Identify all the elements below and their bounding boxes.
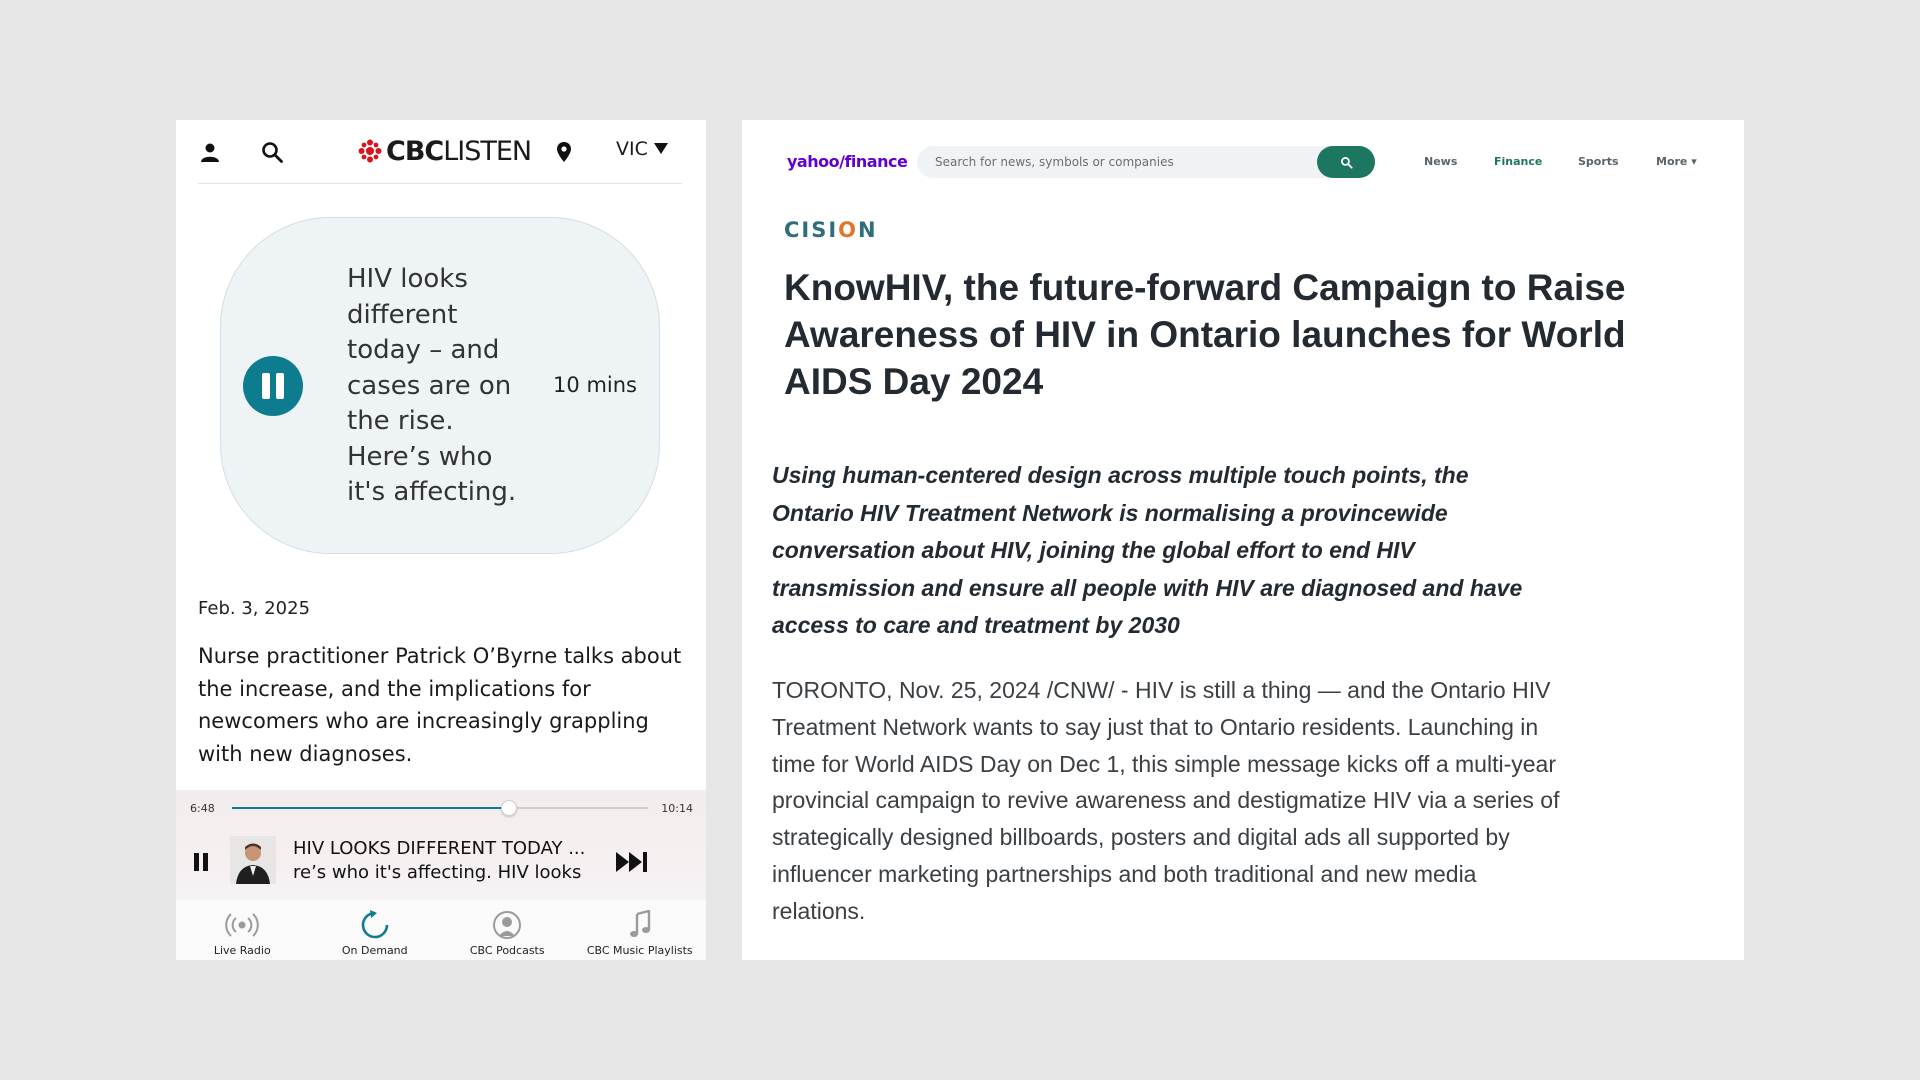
cbc-listen-panel bbox=[176, 120, 706, 960]
region-label: VIC bbox=[616, 138, 648, 160]
caret-down-icon bbox=[654, 143, 668, 155]
yahoo-finance-panel bbox=[742, 120, 1744, 960]
guest-portrait-icon bbox=[230, 836, 276, 884]
music-note-icon bbox=[623, 910, 657, 940]
cision-part-1: CISI bbox=[784, 218, 839, 242]
episode-duration: 10 mins bbox=[553, 373, 637, 397]
nav-label: CBC Music Playlists bbox=[586, 944, 693, 957]
progress-handle[interactable] bbox=[501, 800, 517, 816]
nav-cbc-music-playlists[interactable] bbox=[574, 900, 707, 960]
podcast-icon bbox=[490, 910, 524, 940]
current-time: 6:48 bbox=[190, 802, 215, 815]
cision-part-3: N bbox=[858, 218, 878, 242]
nav-live-radio[interactable] bbox=[176, 900, 309, 960]
episode-title: HIV looks different today – and cases are on the rise. Here’s who it's affecting. bbox=[347, 264, 517, 507]
nav-label: Live Radio bbox=[213, 944, 271, 957]
skip-forward-icon[interactable] bbox=[616, 850, 650, 874]
refresh-icon bbox=[358, 910, 392, 940]
location-pin-icon[interactable] bbox=[552, 140, 576, 164]
region-selector[interactable] bbox=[616, 138, 668, 160]
mini-player bbox=[176, 790, 706, 900]
yahoo-finance-logo[interactable]: yahoo/finance bbox=[787, 152, 908, 171]
episode-card[interactable] bbox=[220, 217, 660, 554]
cision-logo bbox=[784, 218, 878, 242]
mini-player-subtitle: re’s who it's affecting. HIV looks bbox=[293, 862, 582, 883]
cbc-header bbox=[198, 120, 682, 184]
nav-more[interactable]: More ▾ bbox=[1656, 155, 1697, 168]
radio-icon bbox=[225, 910, 259, 940]
nav-sports[interactable]: Sports bbox=[1578, 155, 1619, 168]
episode-date: Feb. 3, 2025 bbox=[198, 598, 311, 619]
mini-pause-button[interactable] bbox=[194, 853, 210, 871]
search-input[interactable] bbox=[935, 146, 1315, 178]
nav-news[interactable]: News bbox=[1424, 155, 1458, 168]
article-body: TORONTO, Nov. 25, 2024 /CNW/ - HIV is still a thing — and the Ontario HIV Treatment Network wants to say just that to Ontario residents. Launching in time for World AIDS Day on Dec 1, this simple message kicks off a multi-year provincial campaign to revive awareness and destigmatize HIV via a series of strategically designed billboards, posters and digital ads all supported by influencer marketing partnerships and both traditional and new media relations. bbox=[772, 677, 1560, 924]
nav-finance[interactable]: Finance bbox=[1494, 155, 1543, 168]
nav-cbc-podcasts[interactable] bbox=[441, 900, 574, 960]
logo-bold: CBC bbox=[386, 135, 444, 167]
article-headline: KnowHIV, the future-forward Campaign to Raise Awareness of HIV in Ontario launches for World AIDS Day 2024 bbox=[784, 267, 1626, 402]
cision-part-2: O bbox=[838, 218, 859, 242]
episode-description: Nurse practitioner Patrick O’Byrne talks about the increase, and the implications for newcomers who are increasingly grappling with new diagnoses. bbox=[198, 644, 682, 766]
nav-label: On Demand bbox=[341, 944, 408, 957]
logo-light: LISTEN bbox=[443, 135, 532, 167]
mini-player-title: HIV LOOKS DIFFERENT TODAY ... bbox=[293, 838, 586, 859]
progress-track[interactable] bbox=[232, 807, 648, 809]
search-icon[interactable] bbox=[260, 140, 284, 164]
search-bar bbox=[917, 146, 1375, 178]
progress-fill bbox=[232, 807, 509, 809]
nav-label: CBC Podcasts bbox=[469, 944, 545, 957]
bottom-navigation bbox=[176, 900, 706, 960]
cbc-gem-icon bbox=[358, 139, 382, 163]
article-subheadline: Using human-centered design across multiple touch points, the Ontario HIV Treatment Network is normalising a provincewide conversation about HIV, joining the global effort to end HIV transmission and ensure all people with HIV are diagnosed and have access to care and treatment by 2030 bbox=[772, 462, 1523, 638]
cbc-listen-logo[interactable] bbox=[358, 134, 531, 168]
total-time: 10:14 bbox=[661, 802, 693, 815]
episode-thumbnail[interactable] bbox=[230, 836, 276, 884]
search-button[interactable] bbox=[1317, 146, 1375, 178]
pause-button[interactable] bbox=[243, 356, 303, 416]
search-icon bbox=[1340, 156, 1353, 169]
nav-on-demand[interactable] bbox=[309, 900, 442, 960]
user-icon[interactable] bbox=[198, 140, 222, 164]
